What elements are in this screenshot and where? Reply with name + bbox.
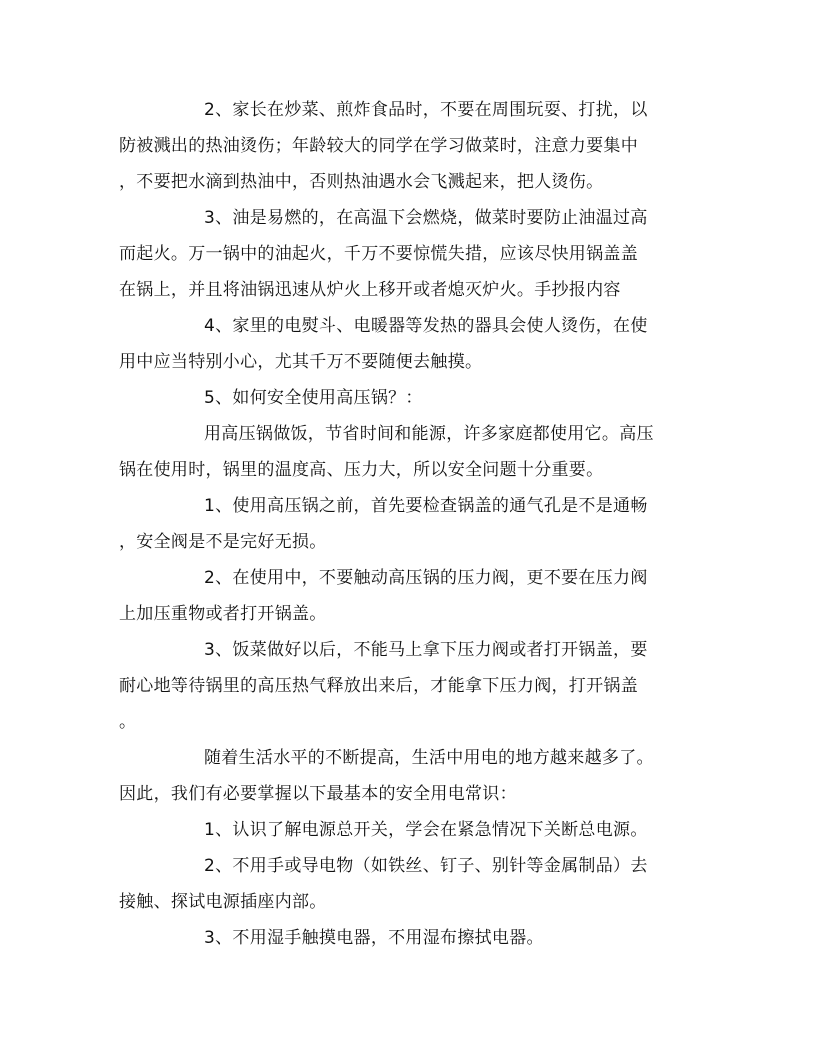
paragraph-line: 耐心地等待锅里的高压热气释放出来后，才能拿下压力阀，打开锅盖 [119, 676, 638, 696]
paragraph-line: 3、油是易燃的，在高温下会燃烧，做菜时要防止油温过高 [204, 208, 648, 228]
paragraph-line: 在锅上，并且将油锅迅速从炉火上移开或者熄灭炉火。手抄报内容 [119, 280, 621, 300]
paragraph-line: 。 [119, 712, 137, 732]
section-heading: 5、如何安全使用高压锅？： [204, 388, 423, 408]
paragraph-line: 因此，我们有必要掌握以下最基本的安全用电常识： [119, 784, 517, 804]
paragraph-line: ，不要把水滴到热油中，否则热油遇水会飞溅起来，把人烫伤。 [119, 172, 604, 192]
paragraph-line: 2、在使用中，不要触动高压锅的压力阀，更不要在压力阀 [204, 568, 648, 588]
paragraph-line: 随着生活水平的不断提高，生活中用电的地方越来越多了。 [204, 748, 654, 768]
paragraph-line: 而起火。万一锅中的油起火，千万不要惊慌失措，应该尽快用锅盖盖 [119, 244, 638, 264]
paragraph-line: 用高压锅做饭，节省时间和能源，许多家庭都使用它。高压 [204, 424, 654, 444]
paragraph-line: 4、家里的电熨斗、电暖器等发热的器具会使人烫伤，在使 [204, 316, 648, 336]
paragraph-line: 锅在使用时，锅里的温度高、压力大，所以安全问题十分重要。 [119, 460, 604, 480]
paragraph-line: 2、不用手或导电物（如铁丝、钉子、别针等金属制品）去 [204, 856, 648, 876]
paragraph-line: 接触、探试电源插座内部。 [119, 892, 327, 912]
paragraph-line: 3、饭菜做好以后，不能马上拿下压力阀或者打开锅盖，要 [204, 640, 648, 660]
paragraph-line: 2、家长在炒菜、煎炸食品时，不要在周围玩耍、打扰，以 [204, 100, 648, 120]
paragraph-line: 1、使用高压锅之前，首先要检查锅盖的通气孔是不是通畅 [204, 496, 648, 516]
paragraph-line: 1、认识了解电源总开关，学会在紧急情况下关断总电源。 [204, 820, 648, 840]
paragraph-line: 上加压重物或者打开锅盖。 [119, 604, 327, 624]
paragraph-line: 用中应当特别小心，尤其千万不要随便去触摸。 [119, 352, 483, 372]
paragraph-line: 防被溅出的热油烫伤；年龄较大的同学在学习做菜时，注意力要集中 [119, 136, 638, 156]
paragraph-line: ，安全阀是不是完好无损。 [119, 532, 327, 552]
paragraph-line: 3、不用湿手触摸电器，不用湿布擦拭电器。 [204, 928, 544, 948]
